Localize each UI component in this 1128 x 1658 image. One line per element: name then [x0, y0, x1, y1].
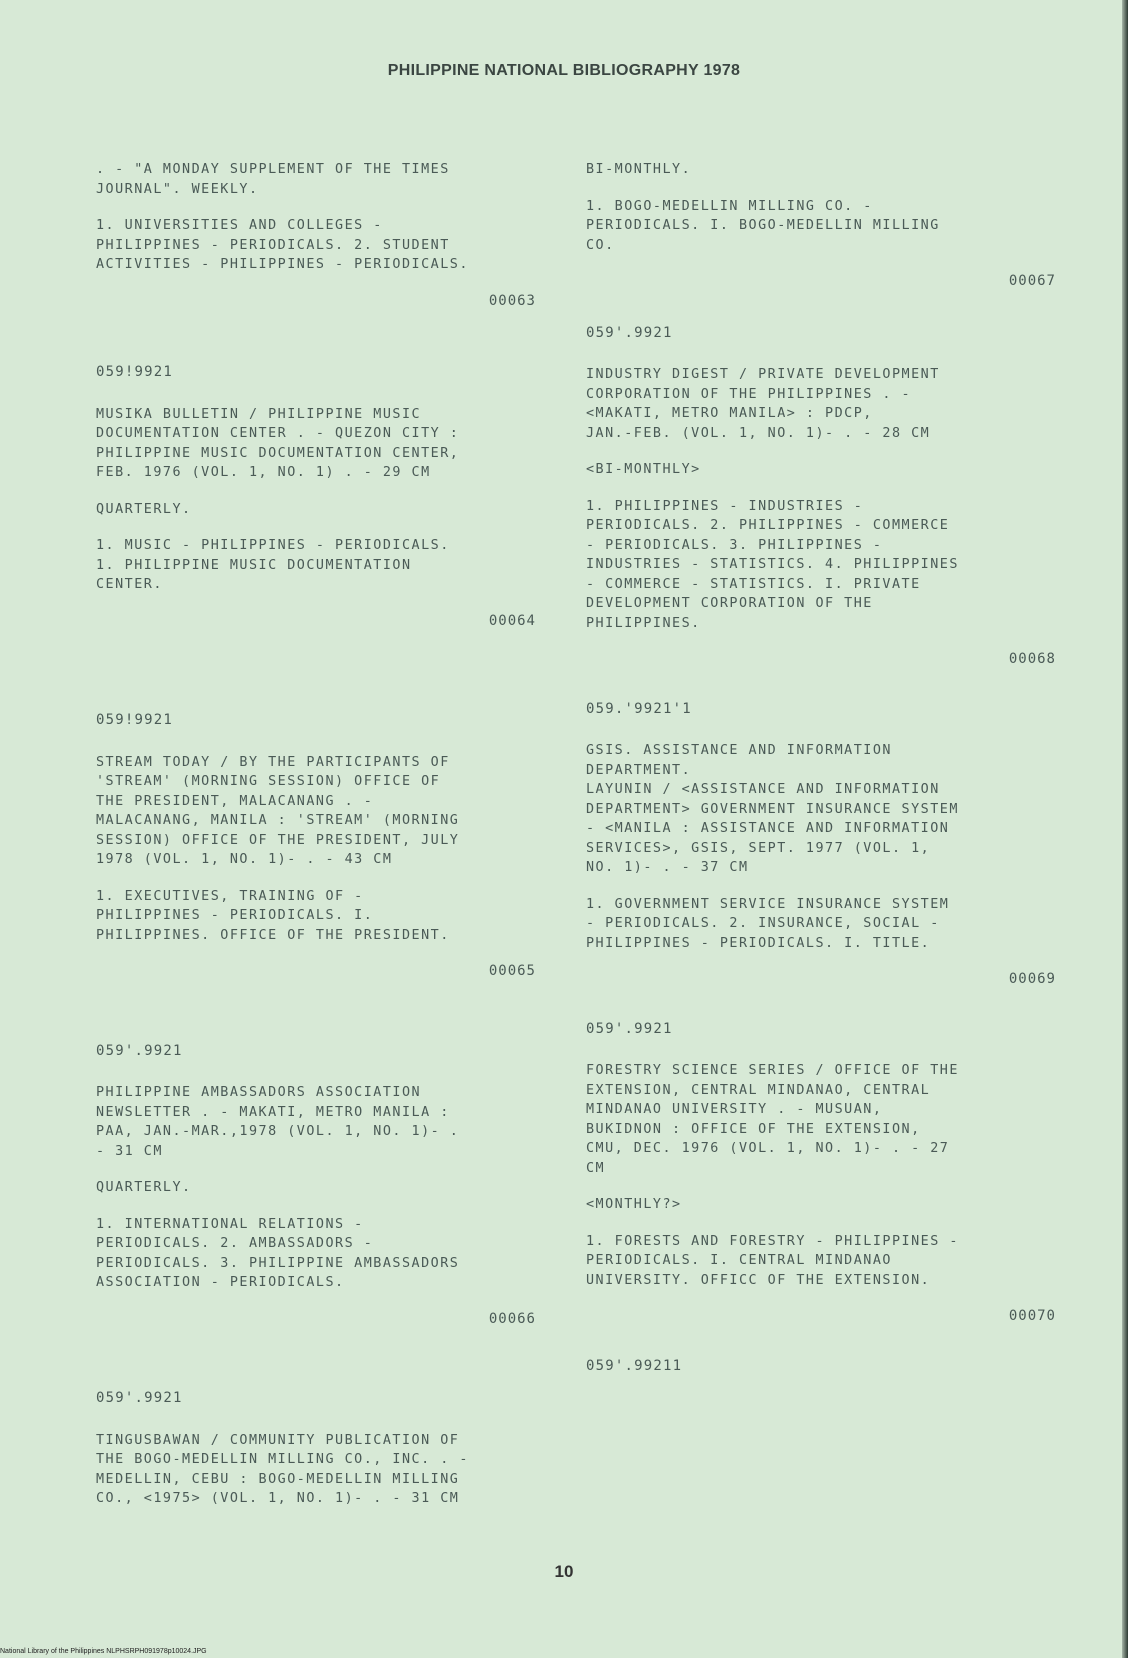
- entry-line: QUARTERLY.: [96, 1180, 192, 1195]
- entry-paragraph: [586, 895, 1056, 954]
- entry-line: - 31 CM: [96, 1143, 163, 1159]
- bibliography-entry: [586, 1357, 1056, 1377]
- page-number: 10: [554, 1562, 574, 1581]
- entry-line: PHILIPPINES. OFFICE OF THE PRESIDENT.: [96, 927, 450, 943]
- entry-line: EXTENSION, CENTRAL MINDANAO, CENTRAL: [586, 1082, 931, 1098]
- entry-paragraph: [96, 887, 536, 946]
- entry-paragraph: [96, 160, 536, 199]
- classification-number: 059'.9921: [586, 324, 673, 341]
- record-number: 00063: [488, 292, 536, 309]
- entry-line: INDUSTRY DIGEST / PRIVATE DEVELOPMENT: [586, 367, 940, 382]
- entry-paragraph: [586, 1195, 1056, 1215]
- entry-line: QUARTERLY.: [96, 501, 192, 517]
- entry-line: 1. BOGO-MEDELLIN MILLING CO. -: [586, 198, 873, 214]
- record-number: 00069: [1008, 971, 1056, 987]
- entry-line: FORESTRY SCIENCE SERIES / OFFICE OF THE: [586, 1063, 959, 1078]
- entry-line: MEDELLIN, CEBU : BOGO-MEDELLIN MILLING: [96, 1471, 460, 1487]
- entry-line: MALACANANG, MANILA : 'STREAM' (MORNING: [96, 813, 460, 828]
- classification-number: 059!9921: [96, 364, 174, 380]
- entry-paragraph: [586, 160, 1056, 180]
- left-column: [96, 160, 536, 1526]
- entry-paragraph: [586, 1232, 1056, 1291]
- entry-line: PHILIPPINES - PERIODICALS. I. TITLE.: [586, 935, 931, 951]
- entry-line: ASSOCIATION - PERIODICALS.: [96, 1275, 345, 1290]
- entry-line: 'STREAM' (MORNING SESSION) OFFICE OF: [96, 774, 441, 789]
- entry-line: PERIODICALS. I. BOGO-MEDELLIN MILLING: [586, 218, 940, 233]
- classification-number: 059.'9921'1: [586, 700, 692, 717]
- entry-line: <MAKATI, METRO MANILA> : PDCP,: [586, 406, 873, 421]
- entry-line: PERIODICALS. 2. PHILIPPINES - COMMERCE: [586, 518, 950, 533]
- entry-paragraph: [96, 405, 536, 483]
- entry-line: 1978 (VOL. 1, NO. 1)- . - 43 CM: [96, 852, 393, 867]
- entry-line: CM: [586, 1160, 606, 1176]
- entry-line: BUKIDNON : OFFICE OF THE EXTENSION,: [586, 1121, 921, 1137]
- entry-paragraph: [586, 197, 1056, 256]
- entry-line: 1. INTERNATIONAL RELATIONS -: [96, 1216, 364, 1232]
- entry-line: 1. GOVERNMENT SERVICE INSURANCE SYSTEM: [586, 896, 950, 912]
- classification-number: 059'.9921: [96, 1390, 183, 1406]
- entry-paragraph: [586, 365, 1056, 443]
- entry-line: - <MANILA : ASSISTANCE AND INFORMATION: [586, 821, 950, 836]
- entry-line: <BI-MONTHLY>: [586, 462, 701, 477]
- entry-paragraph: [96, 1178, 536, 1198]
- entry-line: 1. PHILIPPINES - INDUSTRIES -: [586, 498, 864, 514]
- entry-line: THE PRESIDENT, MALACANANG . -: [96, 793, 374, 809]
- entry-line: FEB. 1976 (VOL. 1, NO. 1) . - 29 CM: [96, 465, 431, 480]
- entry-paragraph: [96, 500, 536, 520]
- entry-line: PHILIPPINES - PERIODICALS. 2. STUDENT: [96, 237, 450, 253]
- page-edge-shadow: [1122, 0, 1128, 1658]
- entry-line: 1. EXECUTIVES, TRAINING OF -: [96, 888, 364, 904]
- entry-line: PERIODICALS. 2. AMBASSADORS -: [96, 1236, 374, 1251]
- entry-line: MINDANAO UNIVERSITY . - MUSUAN,: [586, 1102, 883, 1117]
- entry-paragraph: [586, 741, 1056, 878]
- entry-line: PAA, JAN.-MAR.,1978 (VOL. 1, NO. 1)- .: [96, 1124, 460, 1139]
- entry-line: SESSION) OFFICE OF THE PRESIDENT, JULY: [96, 832, 460, 848]
- entry-line: BI-MONTHLY.: [586, 162, 692, 177]
- entry-line: GSIS. ASSISTANCE AND INFORMATION: [586, 743, 892, 758]
- entry-line: CMU, DEC. 1976 (VOL. 1, NO. 1)- . - 27: [586, 1141, 950, 1156]
- right-column: [586, 160, 1056, 1406]
- classification-number: 059'.9921: [96, 1042, 183, 1059]
- entry-line: <MONTHLY?>: [586, 1197, 682, 1212]
- record-number: 00064: [488, 612, 536, 629]
- bibliography-entry: [586, 324, 1056, 670]
- bibliography-entry: [96, 1389, 536, 1509]
- entry-line: ACTIVITIES - PHILIPPINES - PERIODICALS.: [96, 257, 469, 272]
- entry-line: DEPARTMENT.: [586, 762, 692, 778]
- page-header: PHILIPPINE NATIONAL BIBLIOGRAPHY 1978: [387, 62, 741, 79]
- record-number: 00070: [1008, 1308, 1056, 1324]
- record-number: 00067: [1008, 273, 1056, 289]
- entry-line: - PERIODICALS. 2. INSURANCE, SOCIAL -: [586, 916, 940, 931]
- entry-line: CO.: [586, 237, 615, 253]
- entry-line: CO., <1975> (VOL. 1, NO. 1)- . - 31 CM: [96, 1491, 460, 1506]
- entry-paragraph: [96, 536, 536, 595]
- entry-line: DEPARTMENT> GOVERNMENT INSURANCE SYSTEM: [586, 801, 959, 817]
- entry-paragraph: [96, 753, 536, 870]
- bibliography-entry: [96, 711, 536, 982]
- entry-paragraph: [586, 1061, 1056, 1178]
- entry-line: TINGUSBAWAN / COMMUNITY PUBLICATION OF: [96, 1432, 460, 1448]
- entry-line: PHILIPPINES.: [586, 615, 701, 631]
- entry-line: MUSIKA BULLETIN / PHILIPPINE MUSIC: [96, 406, 422, 422]
- entry-line: PERIODICALS. I. CENTRAL MINDANAO: [586, 1253, 892, 1268]
- entry-line: 1. FORESTS AND FORESTRY - PHILIPPINES -: [586, 1233, 959, 1249]
- entry-line: NO. 1)- . - 37 CM: [586, 860, 749, 875]
- bibliography-entry: [586, 1020, 1056, 1327]
- entry-line: 1. UNIVERSITIES AND COLLEGES -: [96, 218, 383, 233]
- entry-line: CENTER.: [96, 577, 163, 592]
- entry-line: DEVELOPMENT CORPORATION OF THE: [586, 596, 873, 611]
- entry-line: PERIODICALS. 3. PHILIPPINE AMBASSADORS: [96, 1255, 460, 1271]
- entry-line: JOURNAL". WEEKLY.: [96, 181, 259, 197]
- entry-line: LAYUNIN / <ASSISTANCE AND INFORMATION: [586, 782, 940, 797]
- classification-number: 059'.99211: [586, 1357, 683, 1374]
- entry-line: 1. MUSIC - PHILIPPINES - PERIODICALS.: [96, 538, 450, 553]
- entry-line: PHILIPPINE MUSIC DOCUMENTATION CENTER,: [96, 445, 460, 461]
- scan-footer: National Library of the Philippines NLPHSRPH091978p10024.JPG: [0, 1648, 207, 1655]
- bibliography-entry: [586, 160, 1056, 292]
- entry-paragraph: [96, 1215, 536, 1293]
- entry-line: JAN.-FEB. (VOL. 1, NO. 1)- . - 28 CM: [586, 425, 931, 441]
- record-number: 00068: [1008, 651, 1056, 667]
- entry-line: 1. PHILIPPINE MUSIC DOCUMENTATION: [96, 557, 412, 573]
- bibliography-entry: [586, 700, 1056, 990]
- bibliography-entry: [96, 363, 536, 631]
- entry-line: PHILIPPINE AMBASSADORS ASSOCIATION: [96, 1085, 422, 1100]
- record-number: 00065: [488, 963, 536, 979]
- entry-line: THE BOGO-MEDELLIN MILLING CO., INC. . -: [96, 1452, 469, 1467]
- entry-line: STREAM TODAY / BY THE PARTICIPANTS OF: [96, 754, 450, 770]
- entry-line: DOCUMENTATION CENTER . - QUEZON CITY :: [96, 426, 460, 441]
- entry-line: SERVICES>, GSIS, SEPT. 1977 (VOL. 1,: [586, 840, 931, 856]
- entry-paragraph: [96, 216, 536, 275]
- entry-line: - COMMERCE - STATISTICS. I. PRIVATE: [586, 576, 921, 592]
- entry-paragraph: [96, 1083, 536, 1161]
- record-number: 00066: [488, 1310, 536, 1327]
- entry-paragraph: [586, 497, 1056, 634]
- entry-line: INDUSTRIES - STATISTICS. 4. PHILIPPINES: [586, 557, 959, 572]
- entry-paragraph: [586, 460, 1056, 480]
- classification-number: 059'.9921: [586, 1020, 673, 1037]
- entry-line: . - "A MONDAY SUPPLEMENT OF THE TIMES: [96, 162, 450, 177]
- bibliography-entry: [96, 1042, 536, 1330]
- classification-number: 059!9921: [96, 712, 174, 728]
- entry-line: - PERIODICALS. 3. PHILIPPINES -: [586, 537, 883, 553]
- entry-paragraph: [96, 1431, 536, 1509]
- entry-line: NEWSLETTER . - MAKATI, METRO MANILA :: [96, 1104, 450, 1120]
- bibliography-entry: [96, 160, 536, 311]
- entry-line: UNIVERSITY. OFFICC OF THE EXTENSION.: [586, 1272, 931, 1288]
- entry-line: PHILIPPINES - PERIODICALS. I.: [96, 908, 374, 923]
- entry-line: CORPORATION OF THE PHILIPPINES . -: [586, 386, 912, 402]
